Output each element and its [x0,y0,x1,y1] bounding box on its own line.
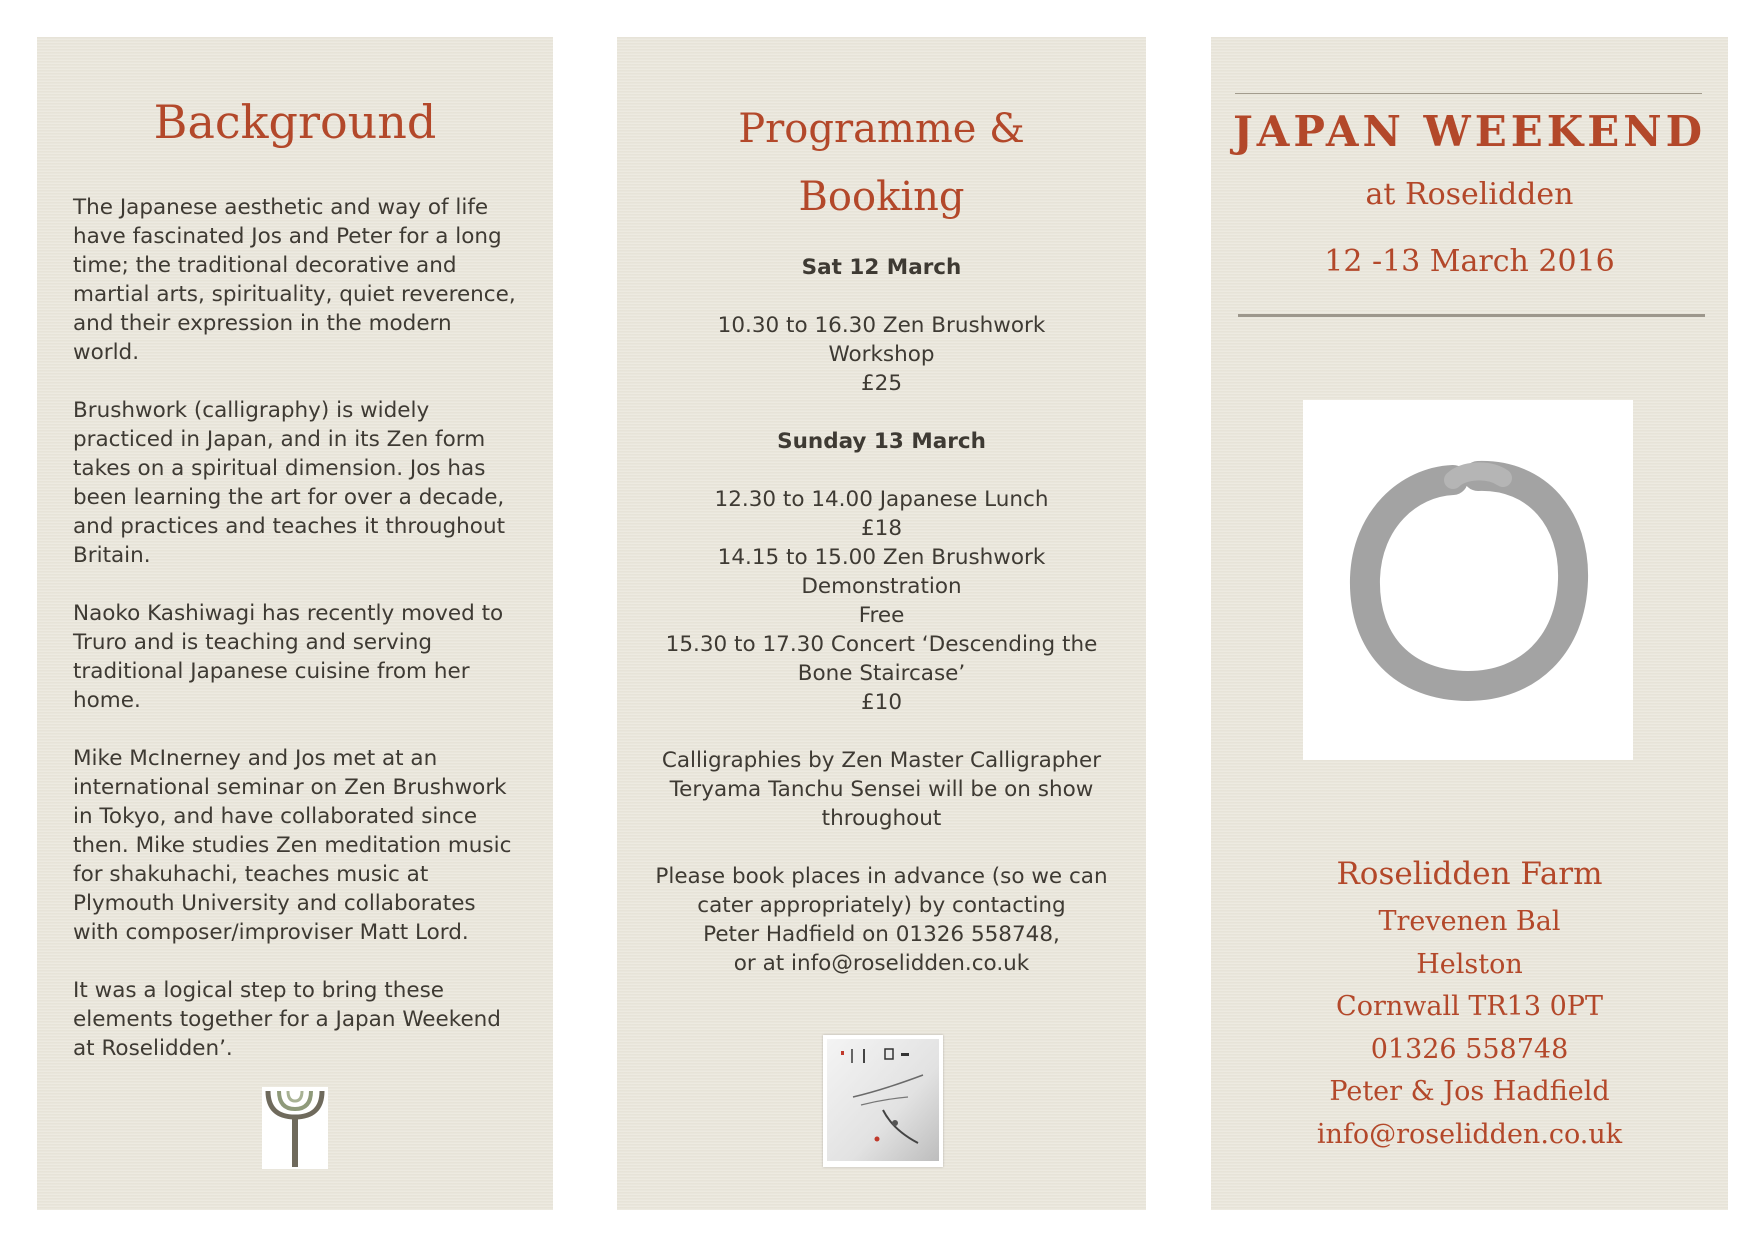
programme-item: 10.30 to 16.30 Zen Brushwork [717,313,1046,338]
booking-note: cater appropriately) by contacting [697,893,1066,918]
divider [1235,93,1702,94]
event-dates: 12 -13 March 2016 [1324,244,1615,279]
programme-text [637,253,1126,978]
programme-price: £25 [860,371,903,396]
programme-panel [617,37,1146,1210]
background-panel [37,37,553,1210]
calligraphy-note: Teryama Tanchu Sensei will be on show [669,777,1094,802]
address-line: Trevenen Bal [1378,906,1561,937]
calligraphy-note: Calligraphies by Zen Master Calligrapher [661,748,1102,773]
event-subtitle: at Roselidden [1365,177,1574,212]
divider [1238,314,1705,317]
booking-note: Please book places in advance (so we can [655,864,1108,889]
enso-circle-icon [1303,400,1633,760]
background-title: Background [153,95,437,149]
programme-item: 15.30 to 17.30 Concert ‘Descending the [665,632,1098,657]
booking-email: or at info@roselidden.co.uk [733,951,1030,976]
contact-email: info@roselidden.co.uk [1316,1118,1623,1150]
address-line: Cornwall TR13 0PT [1336,991,1603,1022]
programme-price: £10 [860,690,903,715]
programme-item: Demonstration [801,574,962,599]
sunday-heading: Sunday 13 March [777,429,986,454]
calligraphy-note: throughout [821,806,942,831]
address-block [1211,847,1728,1156]
roselidden-tree-logo-icon [262,1087,328,1169]
programme-price: £18 [860,516,903,541]
saturday-heading: Sat 12 March [801,255,962,280]
programme-item: 12.30 to 14.00 Japanese Lunch [714,487,1049,512]
orchid-ink-painting-icon [823,1035,943,1167]
farm-name: Roselidden Farm [1336,856,1603,892]
programme-title-line1: Programme & [738,106,1025,152]
phone-number: 01326 558748 [1370,1033,1569,1065]
programme-item: Workshop [828,342,935,367]
booking-note: Peter Hadfield on 01326 558748, [703,922,1060,947]
background-paragraph: It was a logical step to bring these elements together for a Japan Weekend at Roselidden’. [73,978,501,1061]
programme-item: 14.15 to 15.00 Zen Brushwork [717,545,1046,570]
programme-title-line2: Booking [798,174,965,220]
contact-names: Peter & Jos Hadfield [1329,1076,1610,1107]
cover-panel [1211,37,1728,1210]
background-paragraph: Mike McInerney and Jos met at an international seminar on Zen Brushwork in Tokyo, and have collaborated since then. Mike studies Zen meditation music for shakuhachi, teaches music at Plymouth University and collaborates with composer/improviser Matt Lord. [73,746,512,945]
programme-price: Free [858,603,905,628]
programme-item: Bone Staircase’ [797,661,966,686]
programme-title [617,95,1146,231]
background-paragraph: Naoko Kashiwagi has recently moved to Truro and is teaching and serving traditional Japanese cuisine from her home. [73,601,504,713]
address-line: Helston [1416,948,1523,980]
background-paragraph: The Japanese aesthetic and way of life have fascinated Jos and Peter for a long time; the traditional decorative and martial arts, spirituality, quiet reverence, and their expression in the modern world. [73,195,516,365]
event-title: JAPAN WEEKEND [1232,107,1707,156]
background-text [73,193,523,1092]
background-paragraph: Brushwork (calligraphy) is widely practiced in Japan, and in its Zen form takes on a spiritual dimension. Jos has been learning the art for over a decade, and practices and teaches it throughout Britain. [73,398,506,568]
